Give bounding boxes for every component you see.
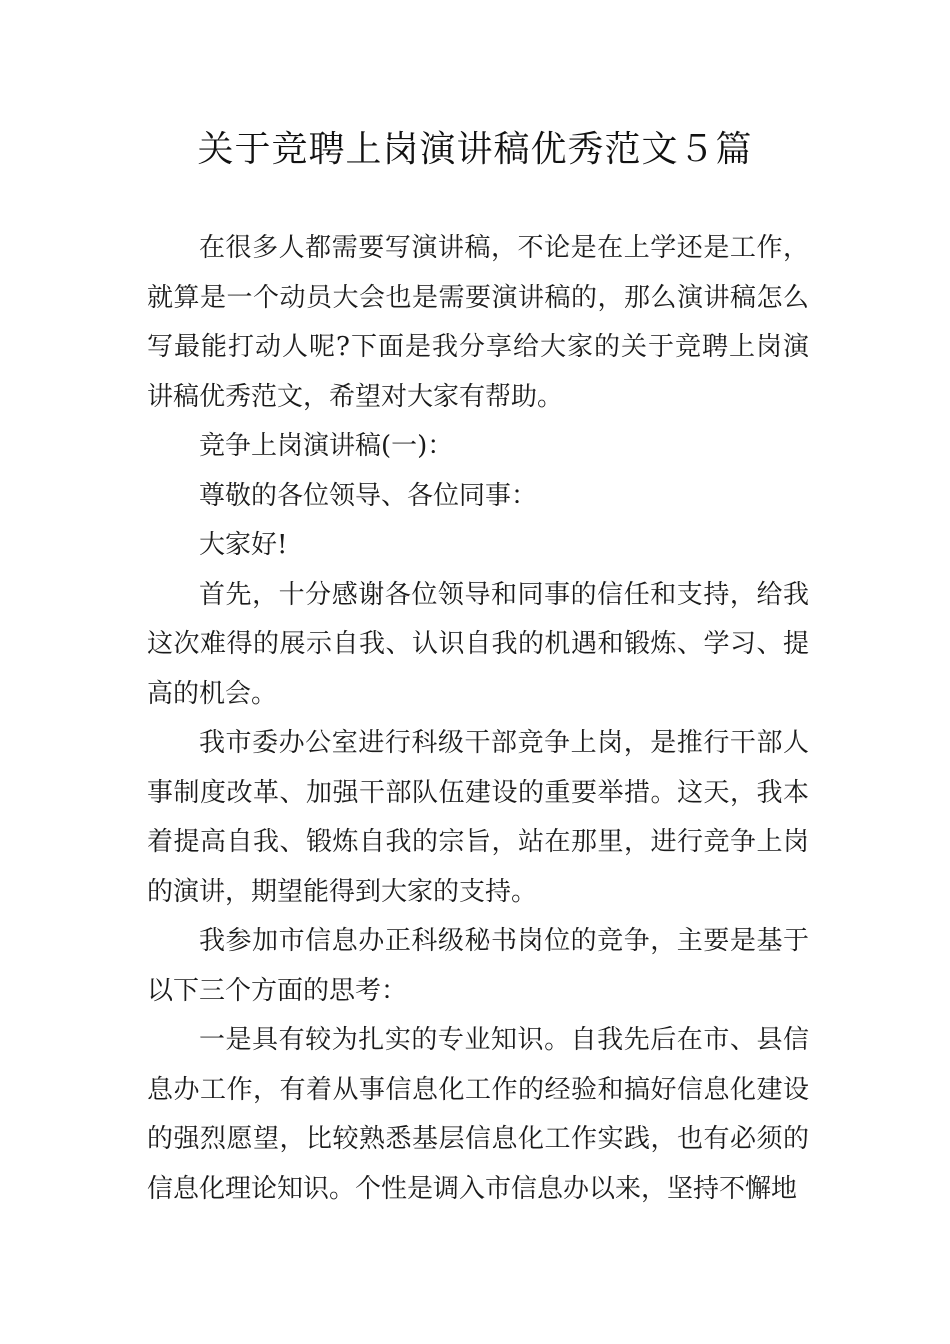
paragraph-thanks: 首先，十分感谢各位领导和同事的信任和支持，给我这次难得的展示自我、认识自我的机遇和锻炼、学习、提高的机会。	[147, 579, 809, 709]
paragraph-reason-one: 一是具有较为扎实的专业知识。自我先后在市、县信息办工作，有着从事信息化工作的经验和搞好信息化建设的强烈愿望，比较熟悉基层信息化工作实践，也有必须的信息化理论知识。个性是调入市信息办以来，坚持不懈地	[147, 1025, 809, 1204]
paragraph-salutation: 尊敬的各位领导、各位同事：	[199, 480, 538, 511]
paragraph-greeting: 大家好!	[199, 530, 288, 560]
paragraph-speech-heading: 竞争上岗演讲稿(一)：	[199, 431, 454, 461]
paragraph-position: 我参加市信息办正科级秘书岗位的竞争，主要是基于以下三个方面的思考：	[147, 926, 809, 1006]
paragraph-intro: 在很多人都需要写演讲稿，不论是在上学还是工作，就算是一个动员大会也是需要演讲稿的，那么演讲稿怎么写最能打动人呢?下面是我分享给大家的关于竞聘上岗演讲稿优秀范文，希望对大家有帮助。	[147, 233, 809, 412]
document-body	[147, 224, 809, 1214]
paragraph-purpose: 我市委办公室进行科级干部竞争上岗，是推行干部人事制度改革、加强干部队伍建设的重要举措。这天，我本着提高自我、锻炼自我的宗旨，站在那里，进行竞争上岗的演讲，期望能得到大家的支持。	[147, 728, 809, 907]
document-title: 关于竞聘上岗演讲稿优秀范文５篇	[197, 129, 753, 170]
